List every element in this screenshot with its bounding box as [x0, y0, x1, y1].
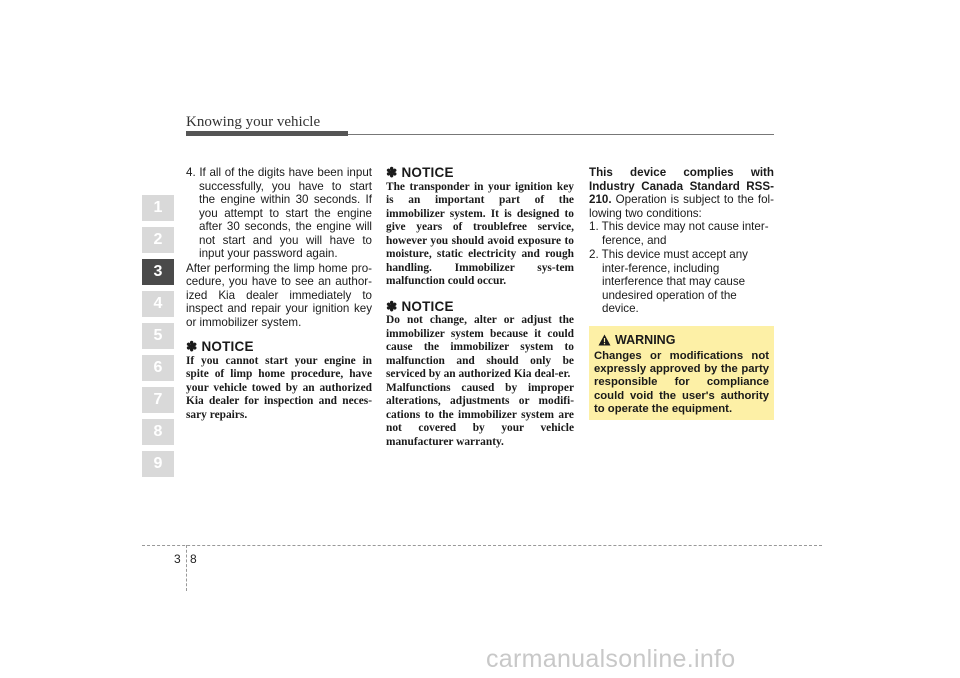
column-3 [589, 166, 774, 420]
condition-1: 1. This device may not cause inter-ference, and [589, 220, 769, 247]
notice-title: ✽ NOTICE [386, 165, 454, 180]
header-rule [348, 134, 774, 135]
chapter-tab-8[interactable]: 8 [142, 419, 174, 445]
chapter-tab-3[interactable]: 3 [142, 259, 174, 285]
compliance-rest: Operation is subject to the fol-lowing two conditions: [589, 193, 774, 220]
chapter-tab-1[interactable]: 1 [142, 195, 174, 221]
column-1 [186, 166, 372, 422]
chapter-tabs [142, 195, 174, 483]
chapter-tab-7[interactable]: 7 [142, 387, 174, 413]
chapter-tab-5[interactable]: 5 [142, 323, 174, 349]
transponder-notice-body: The transponder in your ignition key is an important part of the immobilizer system. It is designed to give years of troublefree service, however you should avoid exposure to moisture, static electricity and rough handling. Immobilizer sys-tem malfunction could occur. [386, 180, 574, 287]
chapter-number: 3 [174, 552, 181, 566]
chapter-tab-6[interactable]: 6 [142, 355, 174, 381]
alteration-notice-body: Do not change, alter or adjust the immobilizer system because it could cause the immobilizer system to malfunction and should only be serviced by an authorized Kia deal-er. [386, 314, 574, 380]
warning-title: WARNING [615, 332, 676, 347]
condition-2: 2. This device must accept any inter-ference, including interference that may cause undesired operation of the device. [589, 248, 748, 315]
page-number: 8 [190, 552, 197, 566]
after-limp-home-text: After performing the limp home pro-cedure, you have to see an author-ized Kia dealer immediately to inspect and repair your ignition key or immobilizer system. [186, 261, 372, 329]
compliance-text [589, 166, 774, 220]
warning-triangle-icon [598, 334, 611, 346]
warning-box [589, 326, 774, 420]
chapter-tab-2[interactable]: 2 [142, 227, 174, 253]
notice-title: ✽ NOTICE [386, 298, 454, 314]
notice-title: ✽ NOTICE [186, 339, 254, 354]
header-bar [186, 131, 348, 136]
warranty-notice-body: Malfunctions caused by improper alterations, adjustments or modifi-cations to the immobilizer system are not covered by your vehicle manufacturer warranty. [386, 381, 574, 448]
column-2 [386, 166, 574, 449]
chapter-tab-4[interactable]: 4 [142, 291, 174, 317]
warning-body: Changes or modifications not expressly approved by the party responsible for compliance could void the user's authority to operate the equipment. [594, 350, 769, 415]
chapter-tab-9[interactable]: 9 [142, 451, 174, 477]
watermark: carmanualsonline.info [486, 645, 736, 673]
footer-divider [186, 545, 187, 591]
limp-home-step-4: 4. If all of the digits have been input successfully, you have to start the engine within 30 seconds. If you attempt to start the engine after 30 seconds, the engine will not start and you will have to input your password again. [186, 166, 372, 260]
notice-body: If you cannot start your engine in spite of limp home procedure, have your vehicle towed by an authorized Kia dealer for inspection and neces-sary repairs. [186, 354, 372, 421]
compliance-bold: This device complies with Industry Canada Standard RSS-210. [589, 166, 774, 206]
page-header-title: Knowing your vehicle [186, 114, 321, 130]
warning-header [598, 334, 769, 348]
footer-rule [142, 545, 822, 546]
